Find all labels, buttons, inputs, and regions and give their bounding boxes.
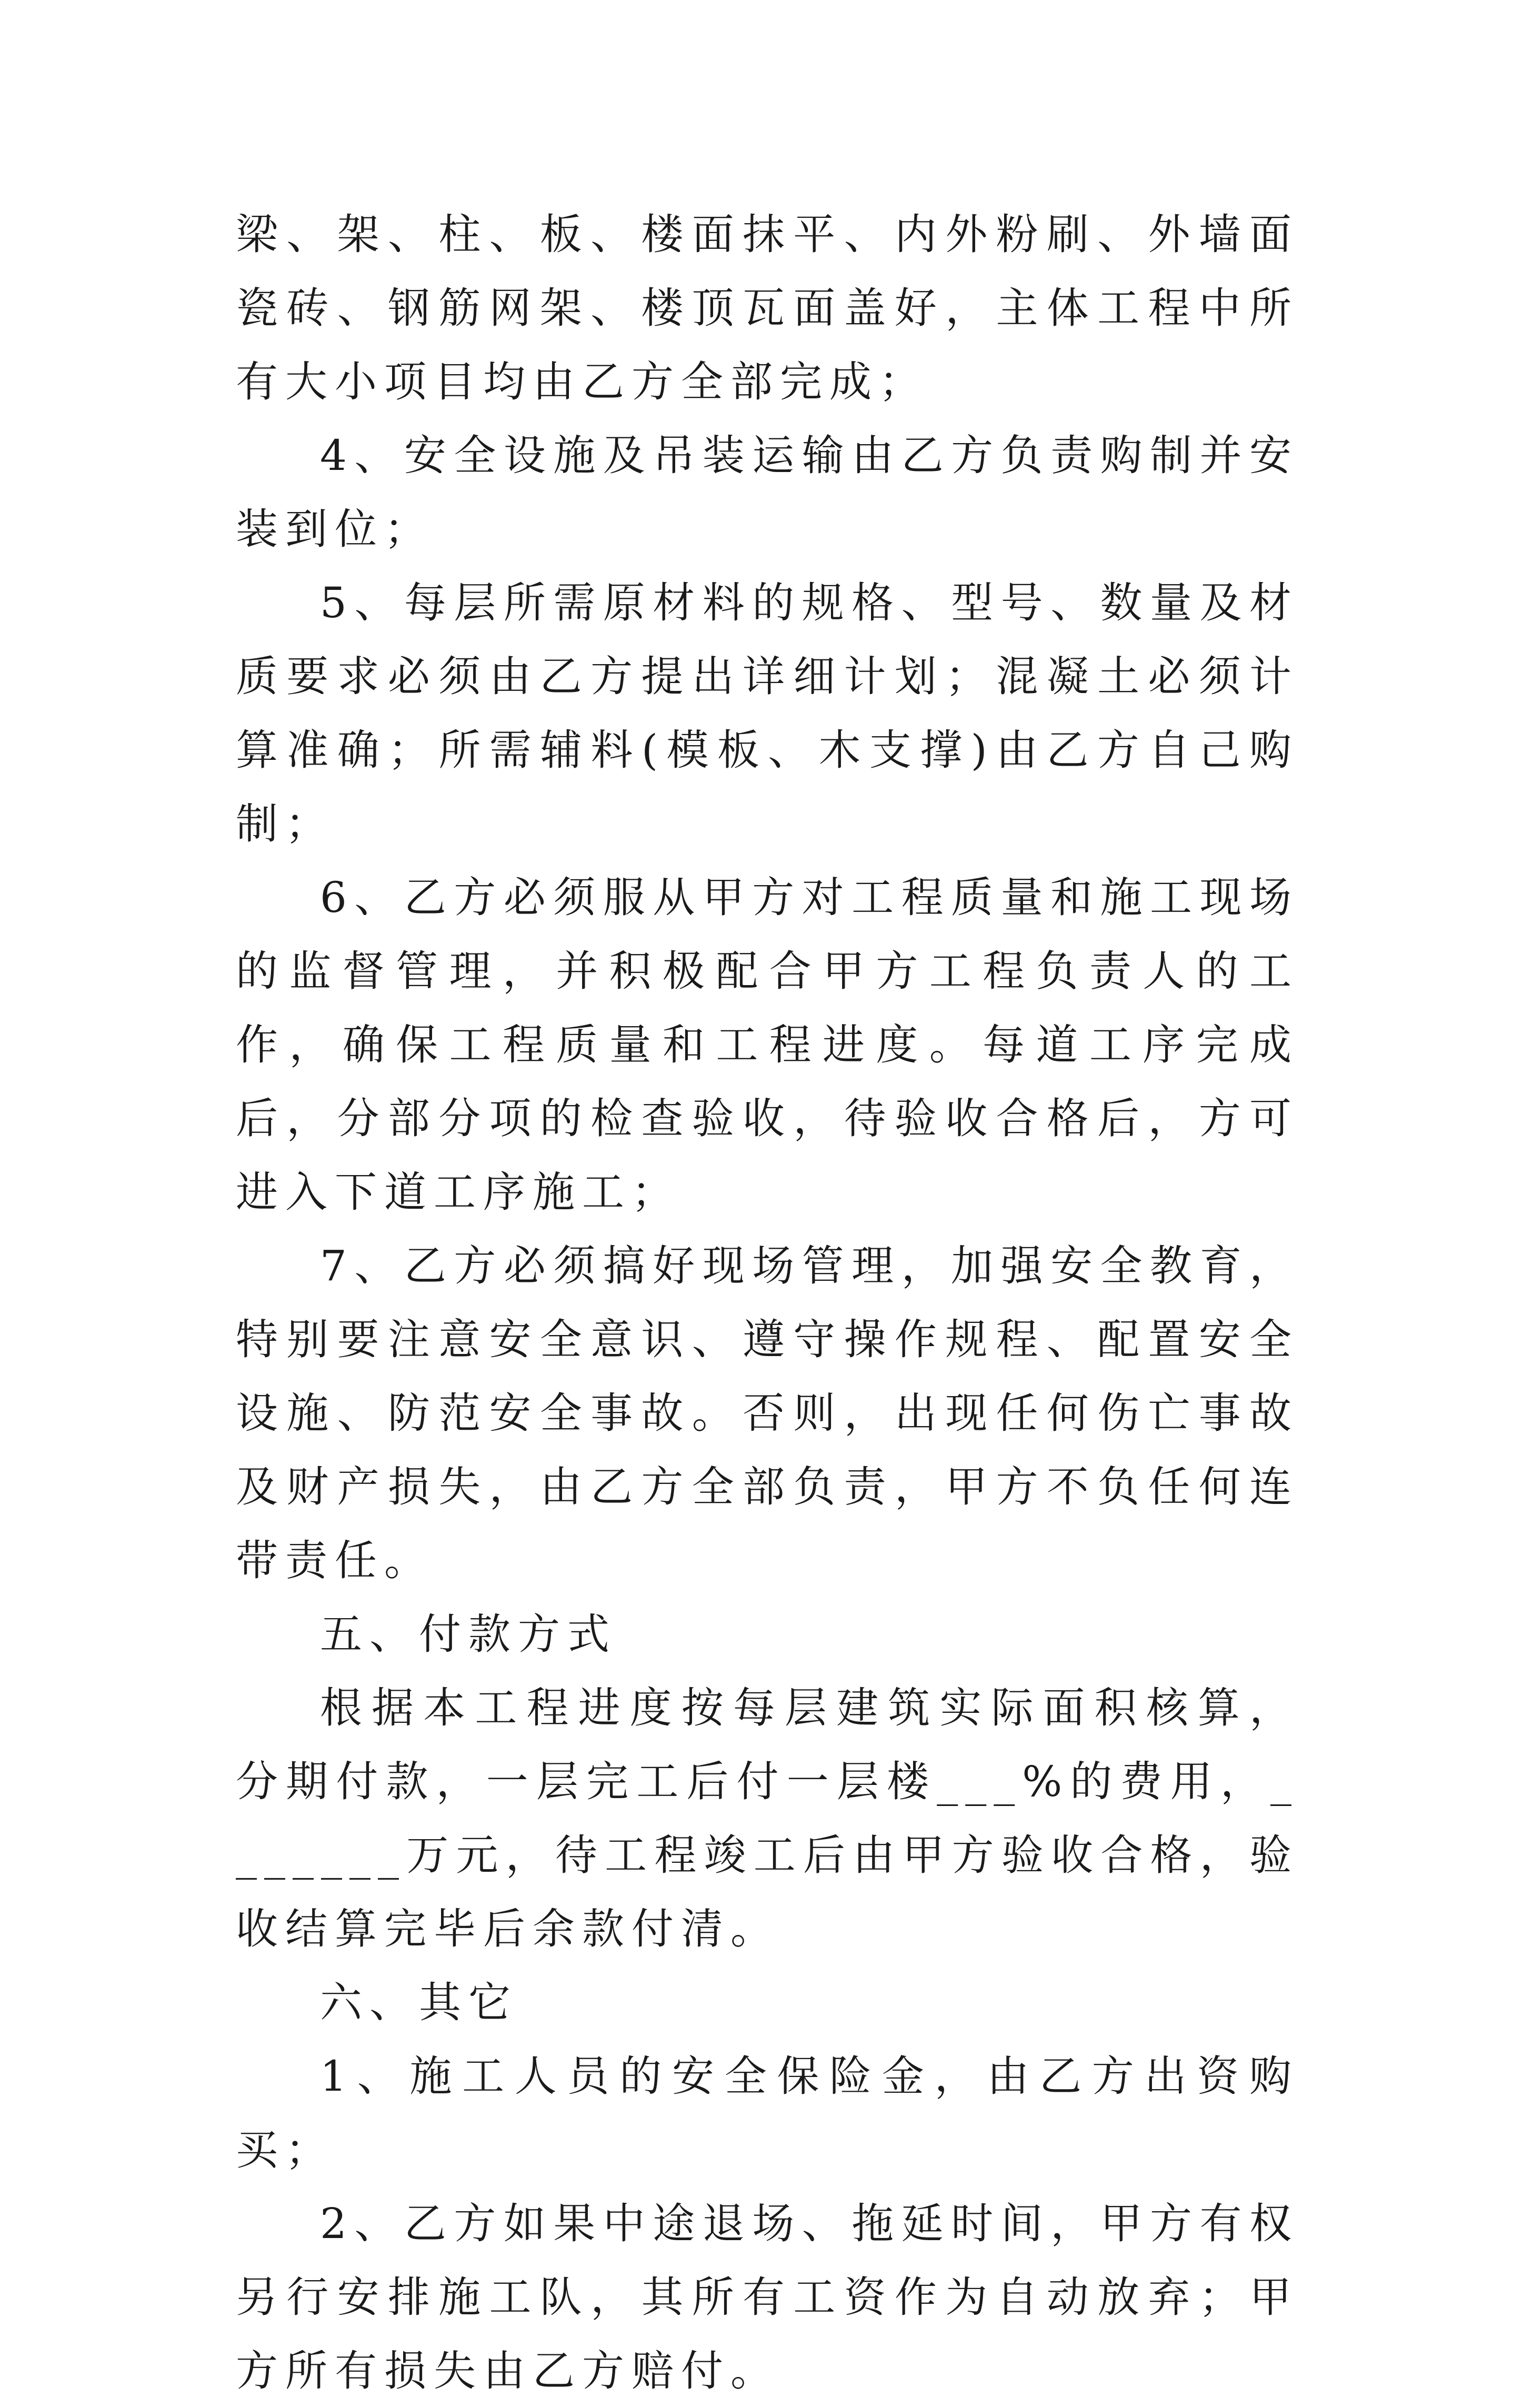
paragraph-clause-7: 7、乙方必须搞好现场管理，加强安全教育，特别要注意安全意识、遵守操作规程、配置安全设施、防范安全事故。否则，出现任何伤亡事故及财产损失，由乙方全部负责，甲方不负任何连带责任。 bbox=[236, 1241, 1299, 1585]
paragraph-clause-5: 5、每层所需原材料的规格、型号、数量及材质要求必须由乙方提出详细计划；混凝土必须计算准确；所需辅料(模板、木支撑)由乙方自己购制； bbox=[236, 578, 1299, 848]
paragraph-payment-terms: 根据本工程进度按每层建筑实际面积核算，分期付款，一层完工后付一层楼___%的费用，_______万元，待工程竣工后由甲方验收合格，验收结算完毕后余款付清。 bbox=[236, 1683, 1299, 1953]
section-heading-payment: 五、付款方式 bbox=[320, 1610, 617, 1659]
paragraph-clause-4: 4、安全设施及吊装运输由乙方负责购制并安装到位； bbox=[236, 431, 1299, 554]
section-heading-other: 六、其它 bbox=[320, 1978, 518, 2027]
paragraph-scope-continued: 梁、架、柱、板、楼面抹平、内外粉刷、外墙面瓷砖、钢筋网架、楼顶瓦面盖好，主体工程中所有大小项目均由乙方全部完成； bbox=[236, 210, 1299, 406]
paragraph-clause-6: 6、乙方必须服从甲方对工程质量和施工现场的监督管理，并积极配合甲方工程负责人的工作，确保工程质量和工程进度。每道工序完成后，分部分项的检查验收，待验收合格后，方可进入下道工序施工； bbox=[236, 873, 1299, 1217]
document-body bbox=[236, 198, 1299, 2408]
paragraph-other-2: 2、乙方如果中途退场、拖延时间，甲方有权另行安排施工队，其所有工资作为自动放弃；甲方所有损失由乙方赔付。 bbox=[236, 2199, 1299, 2395]
paragraph-other-1: 1、施工人员的安全保险金，由乙方出资购买； bbox=[236, 2052, 1299, 2174]
